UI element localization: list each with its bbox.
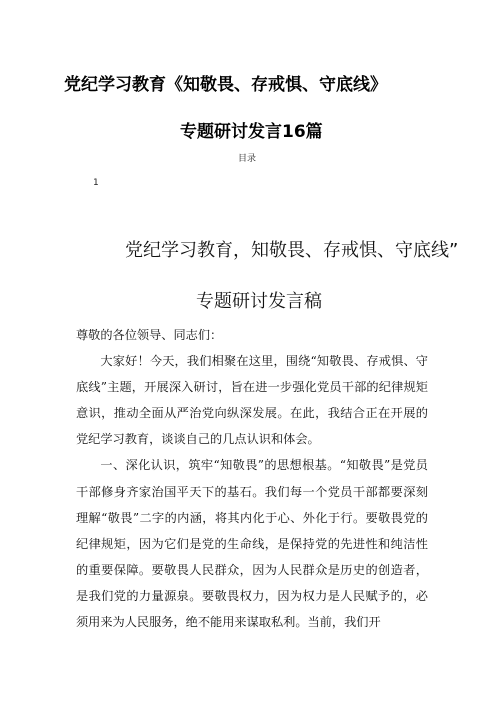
toc-item-number: 1: [93, 178, 99, 188]
salutation: 尊敬的各位领导、同志们：: [76, 328, 223, 342]
section-heading: 党纪学习教育，知敬畏、存戒惧、守底线”: [125, 240, 459, 261]
toc-label: 目录: [238, 154, 257, 164]
document-subtitle: 专题研讨发言16篇: [180, 122, 323, 142]
section-subheading: 专题研讨发言稿: [196, 291, 322, 312]
speech-body: [76, 322, 428, 635]
paragraph: 一、深化认识，筑牢“知敬畏”的思想根基。“知敬畏”是党员干部修身齐家治国平天下的基石。我们每一个党员干部都要深刻理解“敬畏”二字的内涵，将其内化于心、外化于行。要敬畏党的纪律规矩，因为它们是党的生命线，是保持党的先进性和纯洁性的重要保障。要敬畏人民群众，因为人民群众是历史的创造者，是我们党的力量源泉。要敬畏权力，因为权力是人民赋予的，必须用来为人民服务，绝不能用来谋取私利。当前，我们开: [76, 458, 428, 630]
paragraph: 大家好！今天，我们相聚在这里，围绕“知敬畏、存戒惧、守底线”主题，开展深入研讨，旨在进一步强化党员干部的纪律规矩意识，推动全面从严治党向纵深发展。在此，我结合正在开展的党纪学习教育，谈谈自己的几点认识和体会。: [76, 354, 428, 447]
document-title: 党纪学习教育《知敬畏、存戒惧、守底线》: [64, 75, 387, 95]
